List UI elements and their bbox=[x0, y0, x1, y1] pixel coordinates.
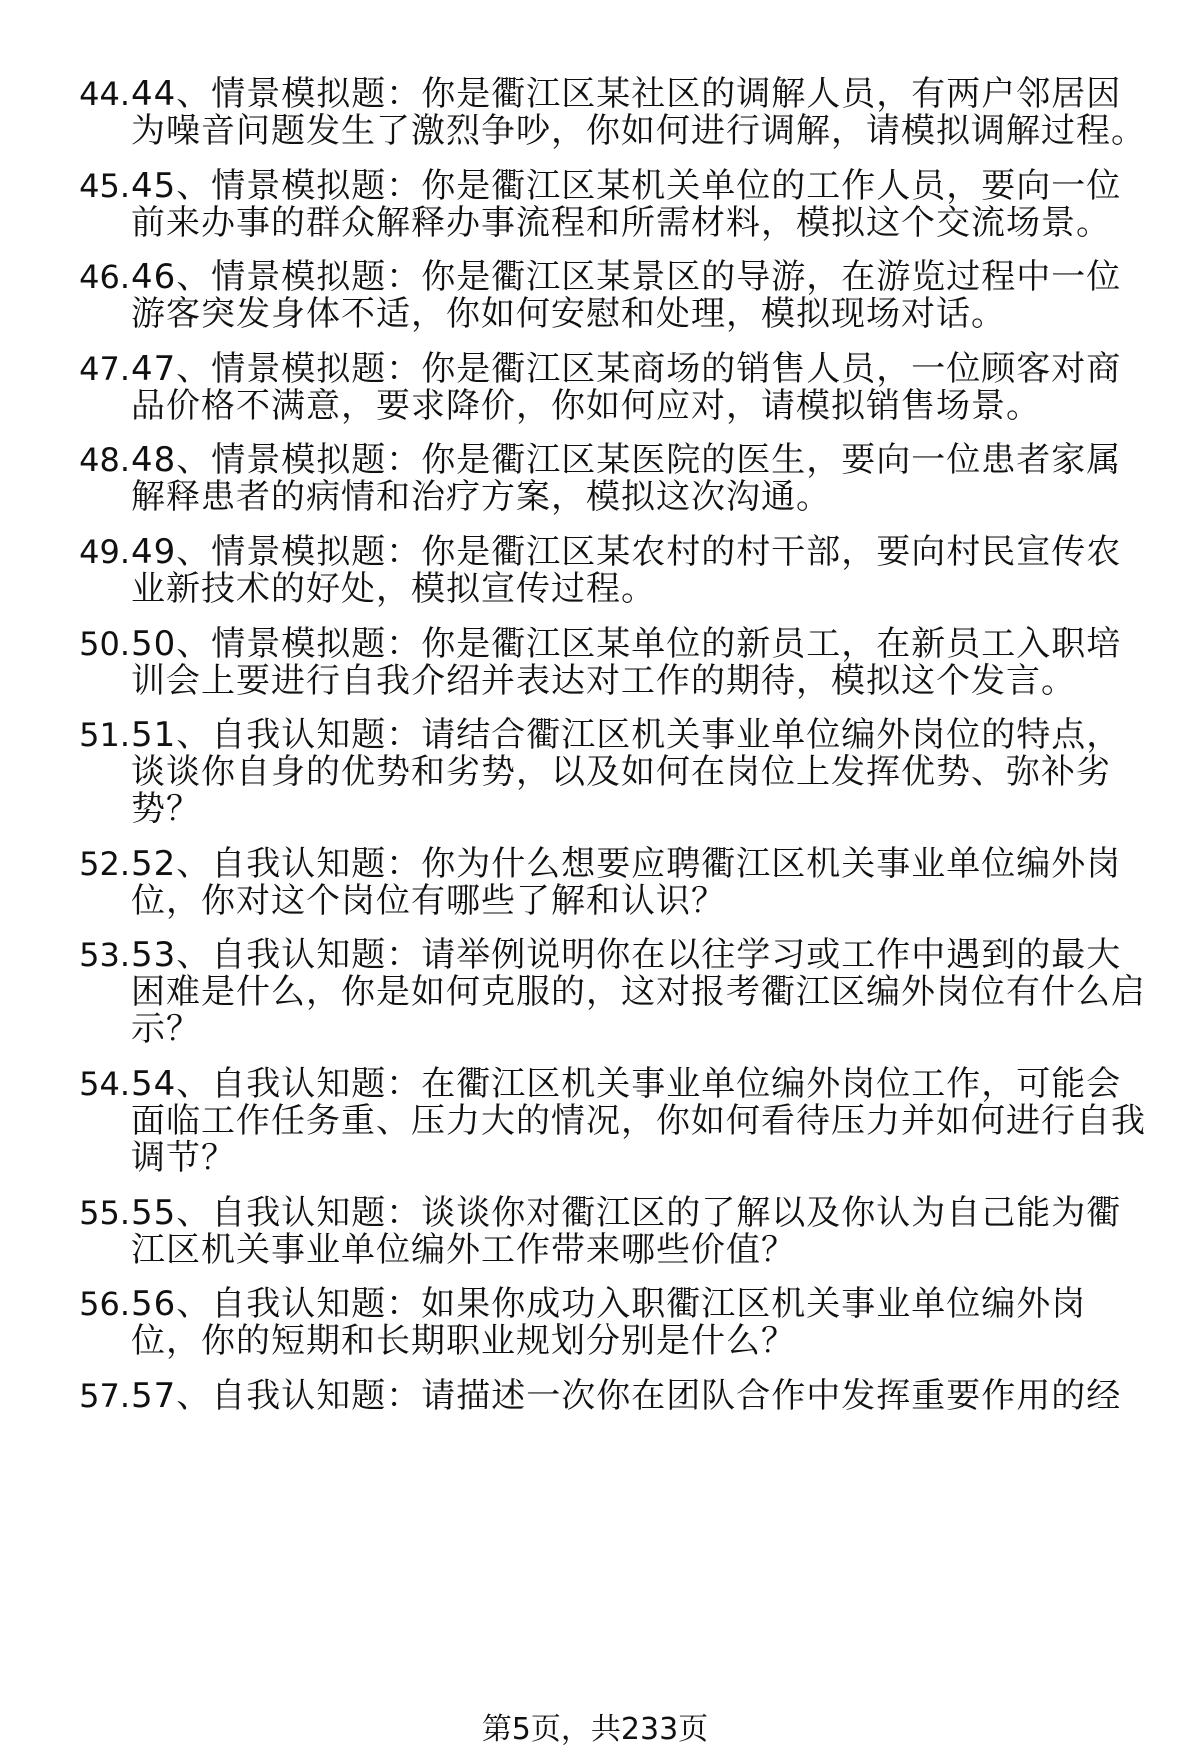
question-number: 45. bbox=[79, 166, 130, 205]
question-number: 46. bbox=[79, 258, 130, 297]
question-number: 56. bbox=[79, 1285, 130, 1324]
question-text: 45、情景模拟题：你是衢江区某机关单位的工作人员，要向一位前来办事的群众解释办事流程和所需材料，模拟这个交流场景。 bbox=[131, 165, 1122, 243]
question-number: 49. bbox=[79, 532, 130, 571]
question-text: 55、自我认知题：谈谈你对衢江区的了解以及你认为自己能为衢江区机关事业单位编外工作带来哪些价值？ bbox=[131, 1192, 1122, 1270]
question-item bbox=[0, 442, 1190, 516]
question-text: 57、自我认知题：请描述一次你在团队合作中发挥重要作用的经 bbox=[131, 1375, 1122, 1416]
question-item bbox=[0, 1375, 1190, 1416]
question-text: 52、自我认知题：你为什么想要应聘衢江区机关事业单位编外岗位，你对这个岗位有哪些了解和认识？ bbox=[131, 843, 1122, 921]
question-number: 57. bbox=[79, 1376, 130, 1415]
question-number: 48. bbox=[79, 441, 130, 480]
question-text: 44、情景模拟题：你是衢江区某社区的调解人员，有两户邻居因为噪音问题发生了激烈争吵，你如何进行调解，请模拟调解过程。 bbox=[131, 74, 1146, 151]
question-item bbox=[0, 165, 1190, 243]
question-number: 52. bbox=[79, 844, 130, 883]
question-list bbox=[0, 76, 1190, 1432]
question-item bbox=[0, 531, 1190, 609]
question-item bbox=[0, 843, 1190, 921]
question-text: 56、自我认知题：如果你成功入职衢江区机关事业单位编外岗位，你的短期和长期职业规划分别是什么？ bbox=[131, 1284, 1087, 1362]
question-text: 50、情景模拟题：你是衢江区某单位的新员工，在新员工入职培训会上要进行自我介绍并表达对工作的期待，模拟这个发言。 bbox=[131, 623, 1122, 701]
question-number: 50. bbox=[79, 624, 130, 663]
question-item bbox=[0, 76, 1190, 150]
question-item bbox=[0, 1192, 1190, 1270]
question-text: 53、自我认知题：请举例说明你在以往学习或工作中遇到的最大困难是什么，你是如何克服的，这对报考衢江区编外岗位有什么启示？ bbox=[131, 935, 1146, 1050]
question-item bbox=[0, 1063, 1190, 1178]
question-text: 47、情景模拟题：你是衢江区某商场的销售人员，一位顾客对商品价格不满意，要求降价，你如何应对，请模拟销售场景。 bbox=[131, 348, 1122, 426]
question-item bbox=[0, 348, 1190, 426]
question-item bbox=[0, 623, 1190, 701]
question-item bbox=[0, 259, 1190, 333]
question-text: 46、情景模拟题：你是衢江区某景区的导游，在游览过程中一位游客突发身体不适，你如何安慰和处理，模拟现场对话。 bbox=[131, 257, 1122, 335]
question-number: 47. bbox=[79, 349, 130, 388]
question-text: 49、情景模拟题：你是衢江区某农村的村干部，要向村民宣传农业新技术的好处，模拟宣传过程。 bbox=[131, 531, 1122, 609]
question-item bbox=[0, 717, 1190, 828]
question-text: 54、自我认知题：在衢江区机关事业单位编外岗位工作，可能会面临工作任务重、压力大的情况，你如何看待压力并如何进行自我调节？ bbox=[131, 1063, 1146, 1178]
question-number: 51. bbox=[79, 716, 130, 755]
question-text: 51、自我认知题：请结合衢江区机关事业单位编外岗位的特点，谈谈你自身的优势和劣势，以及如何在岗位上发挥优势、弥补劣势？ bbox=[131, 715, 1122, 830]
question-number: 54. bbox=[79, 1064, 130, 1103]
question-text: 48、情景模拟题：你是衢江区某医院的医生，要向一位患者家属解释患者的病情和治疗方案，模拟这次沟通。 bbox=[131, 440, 1122, 518]
question-item bbox=[0, 1286, 1190, 1360]
question-number: 55. bbox=[79, 1193, 130, 1232]
question-number: 53. bbox=[79, 936, 130, 975]
question-item bbox=[0, 937, 1190, 1048]
question-number: 44. bbox=[79, 75, 130, 113]
page-number-footer: 第5页，共233页 bbox=[481, 1712, 709, 1747]
